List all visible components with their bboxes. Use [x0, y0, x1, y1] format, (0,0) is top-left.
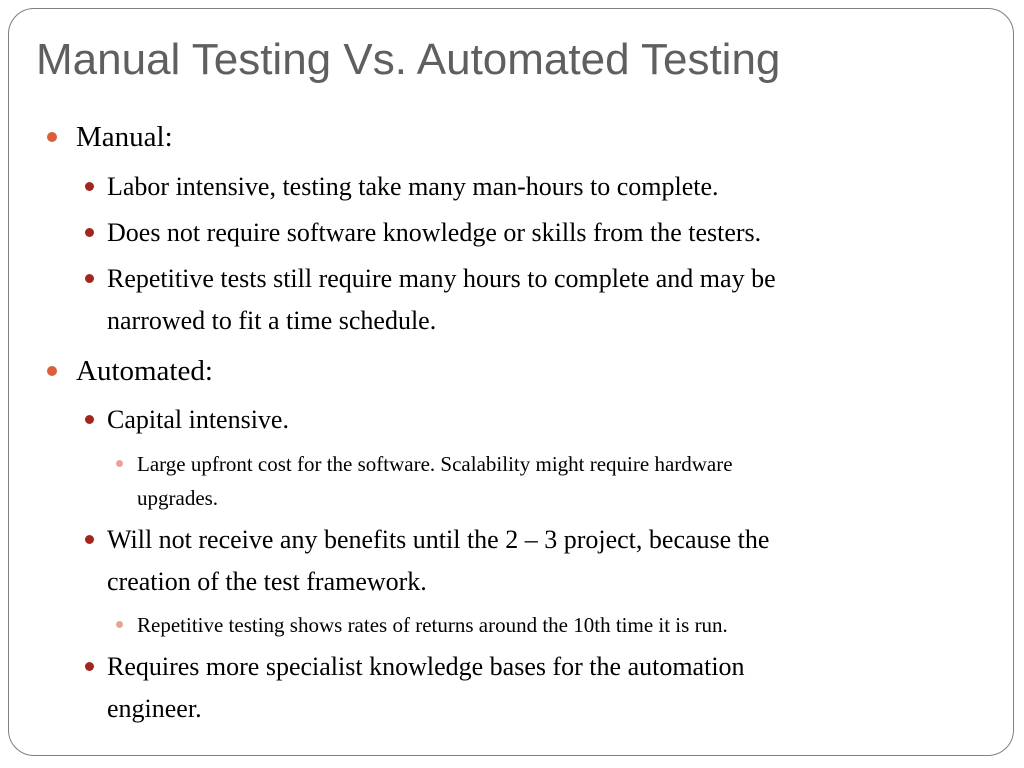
manual-point-text: Repetitive tests still require many hours to complete and may be [107, 264, 776, 293]
manual-point-text: Does not require software knowledge or skills from the testers. [107, 218, 762, 247]
bullet-dot-icon [85, 415, 94, 424]
automated-point [107, 519, 769, 561]
automated-point-text: Will not receive any benefits until the 2 – 3 project, because the [107, 525, 770, 554]
manual-point [107, 258, 776, 300]
bullet-dot-icon [116, 460, 123, 467]
bullet-dot-icon [116, 621, 123, 628]
bullet-dot-icon [85, 535, 94, 544]
automated-subpoint-text: Repetitive testing shows rates of returns around the 10th time it is run. [137, 613, 728, 637]
automated-point-text: Requires more specialist knowledge bases for the automation [107, 652, 745, 681]
automated-subpoint [137, 447, 733, 481]
automated-point-text: Capital intensive. [107, 405, 289, 434]
bullet-dot-icon [85, 228, 94, 237]
automated-subpoint-continuation [137, 481, 218, 515]
automated-point-text: engineer. [107, 694, 202, 723]
automated-point-text: creation of the test framework. [107, 567, 427, 596]
manual-point [107, 166, 719, 208]
automated-point [107, 646, 745, 688]
manual-heading: Manual: [76, 121, 173, 153]
automated-point-continuation [107, 688, 202, 730]
manual-point-continuation [107, 300, 436, 342]
automated-point [107, 399, 289, 441]
manual-point-text: Labor intensive, testing take many man-hours to complete. [107, 172, 719, 201]
automated-heading: Automated: [76, 355, 213, 387]
bullet-dot-icon [85, 182, 94, 191]
manual-point-text: narrowed to fit a time schedule. [107, 306, 437, 335]
bullet-dot-icon [47, 366, 57, 376]
bullet-dot-icon [47, 132, 57, 142]
automated-heading-item [76, 354, 213, 388]
automated-subpoint [137, 608, 728, 642]
bullet-dot-icon [85, 662, 94, 671]
slide-title: Manual Testing Vs. Automated Testing [36, 35, 781, 84]
automated-subpoint-text: upgrades. [137, 486, 219, 510]
automated-subpoint-text: Large upfront cost for the software. Scalability might require hardware [137, 452, 733, 476]
automated-point-continuation [107, 561, 427, 603]
manual-heading-item [76, 120, 173, 154]
bullet-dot-icon [85, 274, 94, 283]
manual-point [107, 212, 761, 254]
